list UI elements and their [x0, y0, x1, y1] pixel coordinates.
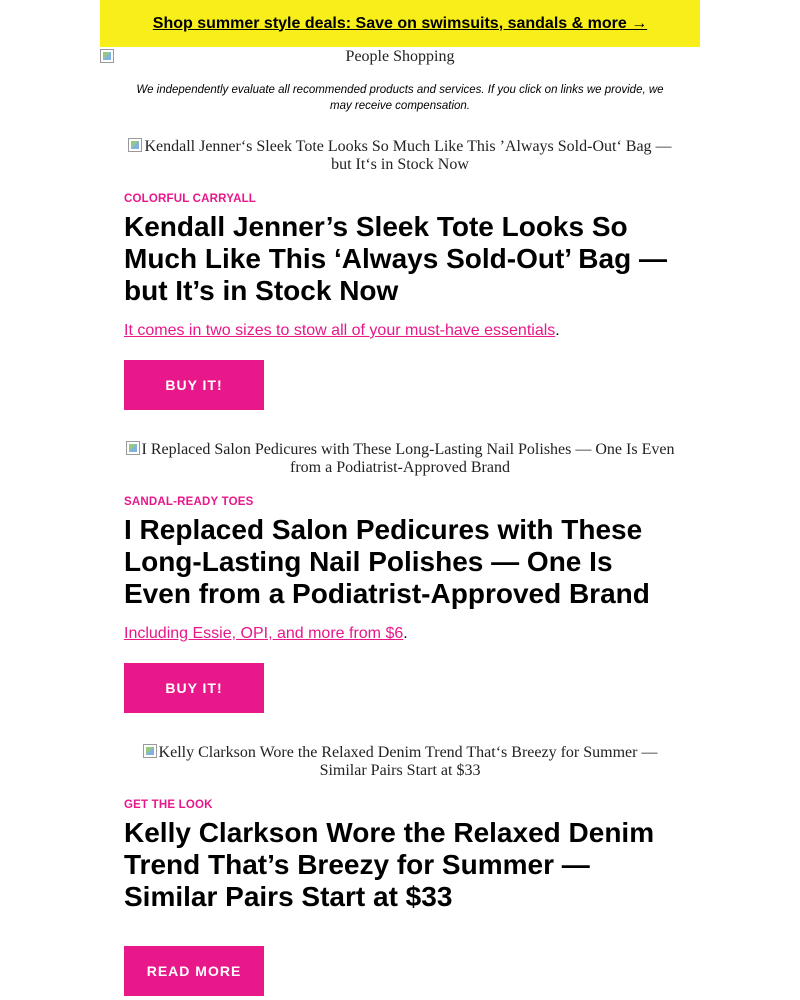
hero-image-alt: People Shopping	[345, 48, 455, 65]
article-image-alt: Kendall Jenner‘s Sleek Tote Looks So Much Like This ’Always Sold-Out‘ Bag — but It‘s in Stock Now	[144, 138, 672, 173]
article-kicker: COLORFUL CARRYALL	[124, 193, 257, 205]
article-image[interactable]	[124, 744, 676, 780]
article-kicker: SANDAL-READY TOES	[124, 496, 254, 508]
article-image[interactable]	[124, 138, 676, 174]
disclaimer: We independently evaluate all recommended products and services. If you click on links we provide, we may receive compensation.	[136, 84, 664, 112]
buy-it-button[interactable]: BUY IT!	[124, 360, 264, 410]
article-image[interactable]	[124, 441, 676, 477]
article-dek-tail: .	[555, 322, 560, 339]
broken-image-icon	[126, 441, 140, 455]
article-item	[100, 441, 700, 713]
read-more-button[interactable]: READ MORE	[124, 946, 264, 996]
article-dek	[124, 321, 676, 341]
article-dek-link[interactable]: It comes in two sizes to stow all of your must-have essentials	[124, 322, 556, 339]
article-headline[interactable]: Kendall Jenner’s Sleek Tote Looks So Much Like This ‘Always Sold-Out’ Bag — but It’s in Stock Now	[124, 211, 667, 306]
hero-image[interactable]	[100, 48, 700, 68]
email-container	[100, 0, 700, 996]
article-headline[interactable]: Kelly Clarkson Wore the Relaxed Denim Trend That’s Breezy for Summer — Similar Pairs Start at $33	[124, 817, 655, 912]
article-image-alt: I Replaced Salon Pedicures with These Long-Lasting Nail Polishes — One Is Even from a Podiatrist-Approved Brand	[141, 441, 675, 476]
broken-image-icon	[128, 138, 142, 152]
broken-image-icon	[100, 49, 114, 63]
article-item	[100, 744, 700, 996]
article-headline[interactable]: I Replaced Salon Pedicures with These Long-Lasting Nail Polishes — One Is Even from a Podiatrist-Approved Brand	[124, 514, 650, 609]
article-item	[100, 138, 700, 410]
article-dek-tail: .	[403, 625, 408, 642]
article-dek	[124, 624, 676, 644]
buy-it-button[interactable]: BUY IT!	[124, 663, 264, 713]
broken-image-icon	[143, 744, 157, 758]
promo-banner	[100, 0, 700, 47]
promo-banner-link[interactable]: Shop summer style deals: Save on swimsuits, sandals & more →	[152, 14, 648, 32]
article-image-alt: Kelly Clarkson Wore the Relaxed Denim Trend That‘s Breezy for Summer — Similar Pairs Start at $33	[158, 744, 658, 779]
article-kicker: GET THE LOOK	[124, 799, 213, 811]
article-dek-link[interactable]: Including Essie, OPI, and more from $6	[124, 625, 404, 642]
